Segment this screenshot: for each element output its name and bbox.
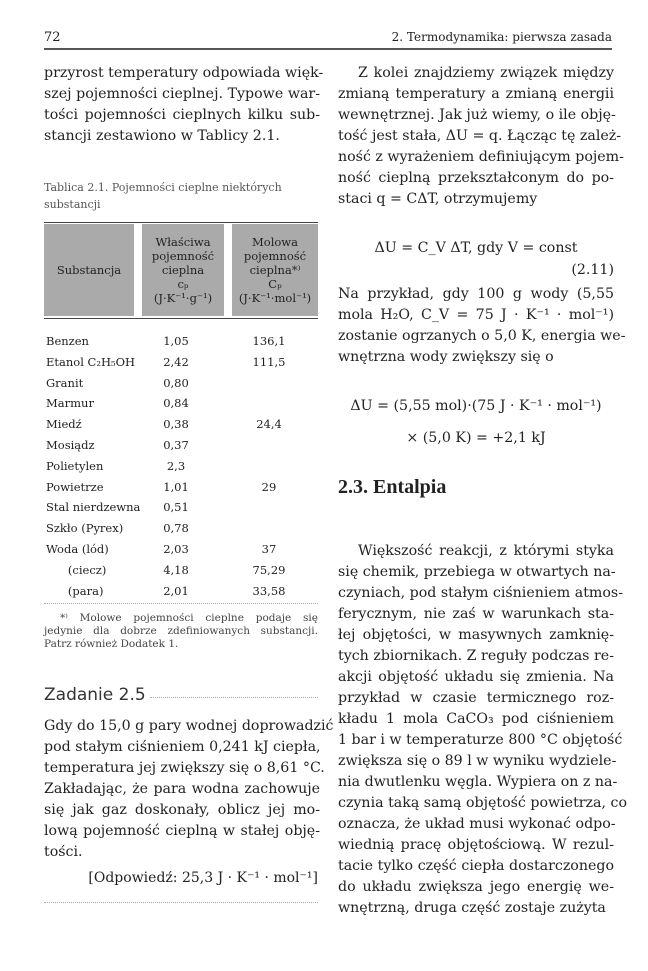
table-bottom-rule	[44, 603, 318, 604]
text-line: ność cieplną przekształconym do po-	[338, 170, 614, 186]
table-row	[46, 456, 318, 476]
header-line: pojemność	[151, 249, 215, 263]
equation-number: (2.11)	[571, 262, 614, 278]
text-line: stancji zestawiono w Tablicy 2.1.	[44, 128, 280, 144]
substance-cell: Benzen	[46, 334, 89, 348]
substance-cell: Etanol C₂H₅OH	[46, 354, 136, 369]
molar-heat-cell: 111,5	[252, 354, 286, 369]
header-line: (J·K⁻¹·g⁻¹)	[153, 291, 213, 305]
table-caption	[44, 179, 320, 213]
table-header-rule	[44, 318, 318, 319]
text-line: akcji objętość układu się zmienia. Na	[338, 669, 614, 685]
specific-heat-cell: 0,51	[163, 500, 189, 515]
text-line: Zakładając, że para wodna zachowuje	[44, 781, 320, 797]
exercise-bottom-rule	[44, 902, 318, 903]
text-line: nia dwutlenku węgla. Wypiera on z na-	[338, 774, 618, 790]
specific-heat-cell: 0,80	[163, 375, 189, 390]
header-substance	[44, 224, 134, 316]
text-line: się chemik, przebiega w otwartych na-	[338, 564, 616, 580]
text-line: temperatura jej zwiększy się o 8,61 °C.	[44, 760, 325, 776]
text-line: zostanie ogrzanych o 5,0 K, energia we-	[338, 328, 626, 344]
molar-heat-cell: 37	[261, 542, 277, 556]
text-line: Na przykład, gdy 100 g wody (5,55	[338, 286, 614, 302]
text-line: się jak gaz doskonały, oblicz jej mo-	[44, 802, 320, 818]
specific-heat-cell: 2,42	[163, 354, 189, 369]
specific-heat-cell: 1,01	[163, 479, 189, 494]
text-line: ferycznym, nie zaś w warunkach sta-	[338, 606, 614, 622]
specific-heat-cell: 2,3	[166, 458, 186, 473]
header-line: pojemność	[243, 249, 307, 263]
table-row	[46, 518, 318, 538]
text-line: do układu zwiększa jego energię we-	[338, 879, 614, 895]
substance-cell: Polietylen	[46, 458, 104, 473]
header-line: Właściwa	[155, 235, 211, 249]
text-line: zwiększa się o 89 l w wyniku wydziele-	[338, 753, 617, 769]
table-row	[46, 373, 318, 393]
header-specific-heat	[142, 224, 224, 316]
exercise-title: Zadanie 2.5	[44, 685, 146, 705]
table-row	[46, 581, 318, 601]
header-rule	[44, 48, 612, 50]
header-line: Molowa	[252, 235, 298, 249]
specific-heat-cell: 0,38	[163, 417, 189, 432]
text-line: tych zbiornikach. Z reguły podczas re-	[338, 648, 614, 664]
text-line: tości pojemności cieplnych kilku sub-	[44, 107, 320, 123]
substance-cell: Stal nierdzewna	[46, 500, 141, 515]
substance-cell: (ciecz)	[46, 562, 107, 577]
table-row	[46, 393, 318, 413]
substance-cell: Marmur	[46, 396, 94, 411]
text-line: wnętrzną, druga część zostaje zużyta	[338, 900, 606, 916]
header-line: cₚ	[177, 277, 189, 291]
text-line: Gdy do 15,0 g pary wodnej doprowadzić	[44, 718, 334, 734]
substance-cell: Granit	[46, 375, 84, 390]
specific-heat-cell: 4,18	[163, 562, 189, 577]
substance-cell: Szkło (Pyrex)	[46, 521, 124, 536]
paragraph-2	[338, 284, 626, 368]
page-number: 72	[44, 30, 61, 45]
substance-cell: Powietrze	[46, 479, 104, 494]
table-row	[46, 352, 318, 372]
text-line: tość jest stała, ΔU = q. Łącząc tę zależ-	[338, 128, 622, 144]
text-line: Z kolei znajdziemy związek między	[358, 65, 614, 81]
intro-paragraph	[44, 63, 324, 147]
text-line: pod stałym ciśnieniem 0,241 kJ ciepła,	[44, 739, 321, 755]
text-line: ność z wyrażeniem definiującym pojem-	[338, 149, 624, 165]
text-line: tości.	[44, 844, 83, 860]
exercise-rule	[150, 697, 318, 698]
text-line: kładu 1 mola CaCO₃ pod ciśnieniem	[338, 711, 614, 727]
text-line: czyniach, pod stałym ciśnieniem atmos-	[338, 585, 624, 601]
specific-heat-cell: 2,03	[163, 542, 189, 556]
header-line: Cₚ	[268, 277, 282, 291]
text-line: oznacza, że układ musi wykonać odpo-	[338, 816, 616, 832]
text-line: staci q = CΔT, otrzymujemy	[338, 191, 538, 207]
header-line: cieplna*⁾	[249, 263, 301, 277]
molar-heat-cell: 24,4	[256, 417, 282, 432]
table-footnote	[44, 612, 318, 651]
molar-heat-cell: 75,29	[252, 562, 286, 577]
table-row	[46, 497, 318, 517]
molar-heat-cell: 29	[261, 479, 277, 494]
text-line: szej pojemności cieplnej. Typowe war-	[44, 86, 320, 102]
equation-2-11: ΔU = C_V ΔT, gdy V = const	[374, 240, 578, 256]
header-line: cieplna	[161, 263, 205, 277]
table-row	[46, 539, 318, 559]
table-top-rule	[44, 222, 318, 223]
footnote-line: *⁾ Molowe pojemności cieplne podaje się	[60, 612, 318, 624]
substance-cell: Woda (lód)	[46, 542, 109, 556]
specific-heat-cell: 0,84	[163, 396, 189, 411]
molar-heat-cell: 136,1	[252, 334, 286, 348]
table-row	[46, 560, 318, 580]
specific-heat-cell: 2,01	[163, 583, 189, 598]
text-line: 1 bar i w temperaturze 800 °C objętość	[338, 732, 623, 748]
text-line: przyrost temperatury odpowiada więk-	[44, 65, 324, 81]
exercise-answer: [Odpowiedź: 25,3 J · K⁻¹ · mol⁻¹]	[88, 870, 318, 886]
text-line: wnętrzna wody zwiększy się o	[338, 349, 554, 365]
paragraph-1	[338, 63, 624, 210]
text-line: mola H₂O, C_V = 75 J · K⁻¹ · mol⁻¹)	[338, 307, 614, 323]
table-header	[44, 224, 318, 316]
footnote-line: jedynie dla dobrze zdefiniowanych substancji.	[44, 625, 318, 637]
molar-heat-cell: 33,58	[252, 583, 286, 598]
calculation-line-1: ΔU = (5,55 mol)·(75 J · K⁻¹ · mol⁻¹)	[350, 398, 602, 414]
paragraph-3	[338, 541, 627, 919]
table-row	[46, 477, 318, 497]
substance-cell: Miedź	[46, 417, 82, 432]
header-line: (J·K⁻¹·mol⁻¹)	[238, 291, 312, 305]
header-molar-heat	[232, 224, 318, 316]
text-line: wiednią pracę objętościową. W rezul-	[338, 837, 614, 853]
text-line: Większość reakcji, z którymi styka	[358, 543, 614, 559]
exercise-text	[44, 716, 334, 863]
table-row	[46, 331, 318, 351]
footnote-line: Patrz również Dodatek 1.	[44, 638, 179, 650]
substance-cell: (para)	[46, 583, 104, 598]
text-line: zmianą temperatury a zmianą energii	[338, 86, 614, 102]
caption-line: Tablica 2.1. Pojemności cieplne niektórych	[44, 181, 282, 194]
specific-heat-cell: 0,78	[163, 521, 189, 536]
text-line: czynia taką samą objętość powietrza, co	[338, 795, 627, 811]
table-row	[46, 435, 318, 455]
table-row	[46, 414, 318, 434]
calculation-line-2: × (5,0 K) = +2,1 kJ	[406, 430, 546, 446]
text-line: tacie tylko część ciepła dostarczonego	[338, 858, 614, 874]
text-line: łej objętości, w masywnych zamknię-	[338, 627, 614, 643]
text-line: wewnętrznej. Jak już wiemy, o ile obję-	[338, 107, 616, 123]
text-line: lową pojemność cieplną w stałej obję-	[44, 823, 320, 839]
text-line: przykład w czasie termicznego roz-	[338, 690, 614, 706]
caption-line: substancji	[44, 198, 101, 211]
substance-cell: Mosiądz	[46, 438, 95, 452]
section-title: 2.3. Entalpia	[338, 476, 447, 498]
running-head: 2. Termodynamika: pierwsza zasada	[391, 30, 612, 44]
specific-heat-cell: 0,37	[163, 438, 189, 452]
header-line: Substancja	[56, 263, 122, 277]
specific-heat-cell: 1,05	[163, 334, 189, 348]
